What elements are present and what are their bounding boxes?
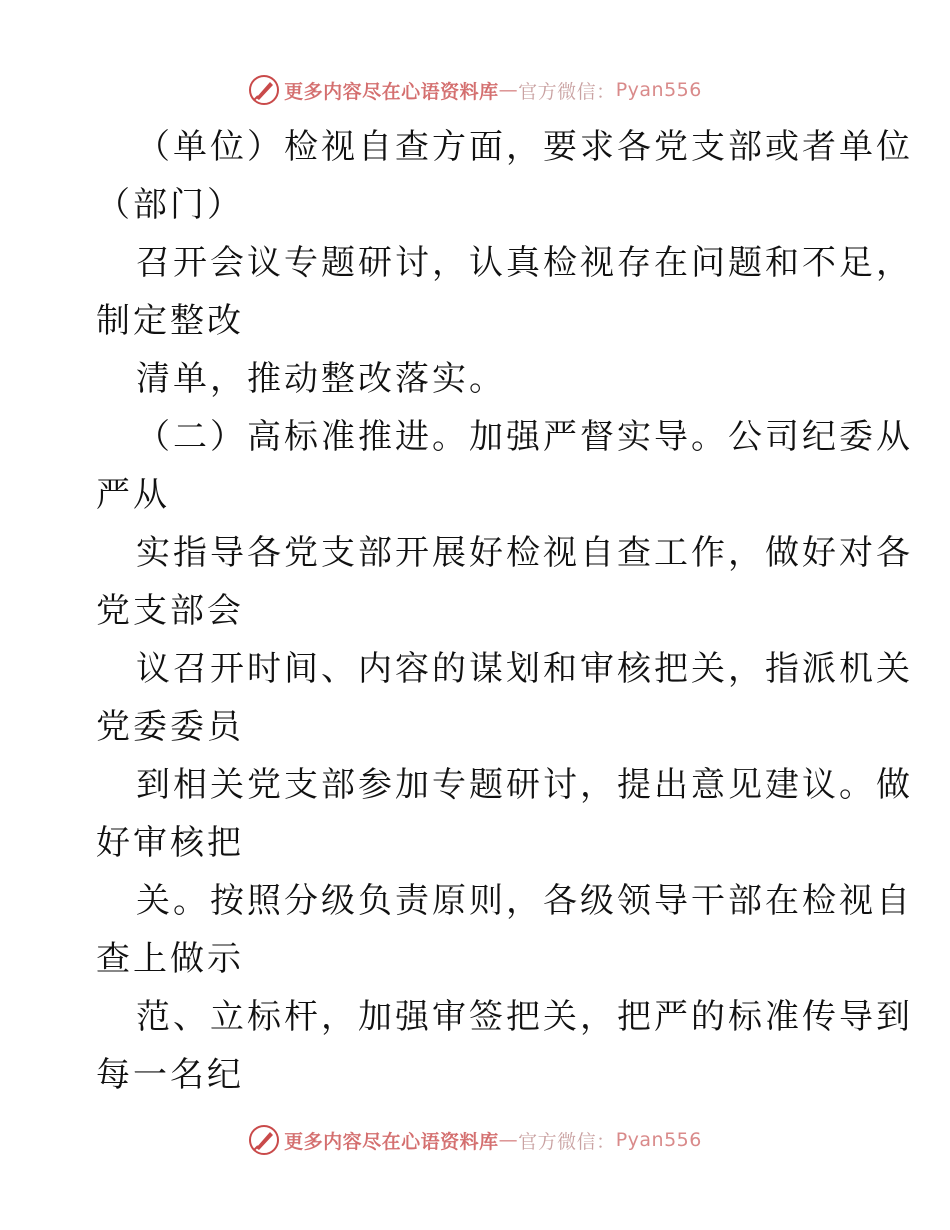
text-line: 议召开时间、内容的谋划和审核把关，指派机关: [136, 649, 913, 689]
watermark-sub-text: 官方微信：: [518, 1130, 616, 1153]
text-line: （部门）: [96, 185, 244, 225]
quill-logo-icon: [248, 74, 280, 106]
header-watermark: [0, 74, 950, 106]
text-line: 每一名纪: [96, 1055, 244, 1095]
watermark-dash: —: [498, 79, 519, 101]
text-line: 实指导各党支部开展好检视自查工作，做好对各: [136, 533, 913, 573]
text-line: 严从: [96, 475, 170, 515]
text-line: 制定整改: [96, 301, 244, 341]
text-line: 关。按照分级负责原则，各级领导干部在检视自: [136, 881, 913, 921]
text-line: 清单，推动整改落实。: [136, 359, 506, 399]
quill-logo-icon: [248, 1124, 280, 1156]
text-line: 党支部会: [96, 591, 244, 631]
text-line: 范、立标杆，加强审签把关，把严的标准传导到: [136, 997, 913, 1037]
text-line: 召开会议专题研讨，认真检视存在问题和不足，: [136, 243, 913, 283]
watermark-id: Pyan556: [615, 79, 702, 101]
text-line: 查上做示: [96, 939, 244, 979]
watermark-dash: —: [498, 1129, 519, 1151]
text-line: （单位）检视自查方面，要求各党支部或者单位: [136, 127, 913, 167]
footer-watermark: [0, 1124, 950, 1156]
text-line: （二）高标准推进。加强严督实导。公司纪委从: [136, 417, 913, 457]
watermark-main-text: 更多内容尽在心语资料库: [284, 1130, 499, 1153]
text-line: 党委委员: [96, 707, 244, 747]
watermark-id: Pyan556: [615, 1129, 702, 1151]
text-line: 好审核把: [96, 823, 244, 863]
watermark-sub-text: 官方微信：: [518, 80, 616, 103]
watermark-main-text: 更多内容尽在心语资料库: [284, 80, 499, 103]
text-line: 到相关党支部参加专题研讨，提出意见建议。做: [136, 765, 913, 805]
document-body: [96, 118, 913, 1104]
